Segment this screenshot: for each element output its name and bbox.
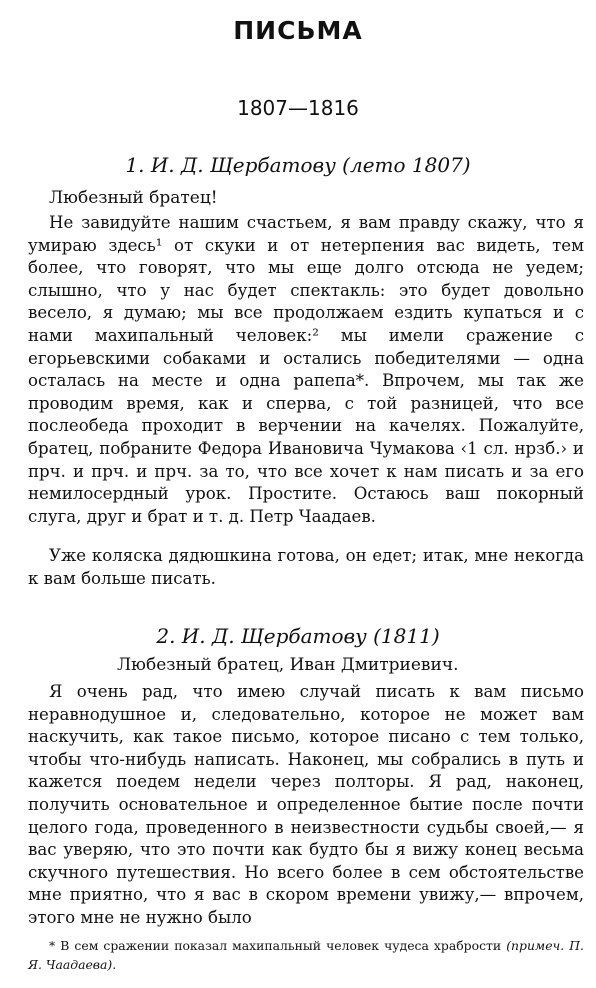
footnote-text: * В сем сражении показал махипальный человек чудеса храбрости (49, 938, 502, 953)
letter-1-postscript (28, 545, 584, 590)
letter-1-salutation: Любезный братец! (49, 188, 218, 208)
letter-1-heading: 1. И. Д. Щербатову (лето 1807) (125, 153, 471, 177)
footnote (28, 936, 584, 974)
page-title: ПИСЬМА (233, 16, 363, 45)
letter-1-paragraph: Не завидуйте нашим счастьем, я вам правду скажу, что я умираю здесь¹ от скуки и от нетерпения вас видеть, тем более, что говорят, что мы еще долго отсюда не уедем; слышно, что у нас будет спектакль: это будет довольно весело, я думаю; мы все продолжаем ездить купаться и с нами махипальный человек:² мы имели сражение с егорьевскими собаками и остались победителями — одна осталась на месте и одна рапепа*. Впрочем, мы так же проводим время, как и сперва, с той разницей, что все послеобеда проходит в верчении на качелях. Пожалуйте, братец, побраните Федора Ивановича Чумакова ‹1 сл. нрзб.› и прч. и прч. и прч. за то, что все хочет к нам писать и за его немилосердный урок. Простите. Остаюсь ваш покорный слуга, друг и брат и т. д. Петр Чаадаев. (28, 213, 584, 526)
letter-1-paragraph: Уже коляска дядюшкина готова, он едет; итак, мне некогда к вам больше писать. (28, 546, 584, 588)
letter-1-body (28, 212, 584, 528)
letter-2-salutation: Любезный братец, Иван Дмитриевич. (117, 655, 459, 675)
letter-2-paragraph: Я очень рад, что имею случай писать к вам письмо неравнодушное и, следовательно, которое не может вам наскучить, как такое письмо, которое писано с тем только, чтобы что-нибудь написать. Наконец, мы собрались в путь и кажется поедем недели через полторы. Я рад, наконец, получить основательное и определенное бытие после почти целого года, проведенного в неизвестности судьбы своей,— я вас уверяю, что это почти как будто бы я вижу конец весьма скучного путешествия. Но всего более в сем обстоятельстве мне приятно, что я вас в скором времени увижу,— впрочем, этого мне не нужно было (28, 682, 584, 927)
letter-2-body (28, 681, 584, 930)
footnote-line (28, 936, 584, 974)
period-heading: 1807—1816 (237, 96, 359, 120)
footnote-attribution: (примеч. П. Я. Чаадаева) (28, 938, 584, 972)
letter-2-heading: 2. И. Д. Щербатову (1811) (156, 624, 440, 648)
footnote-end: . (112, 957, 117, 972)
